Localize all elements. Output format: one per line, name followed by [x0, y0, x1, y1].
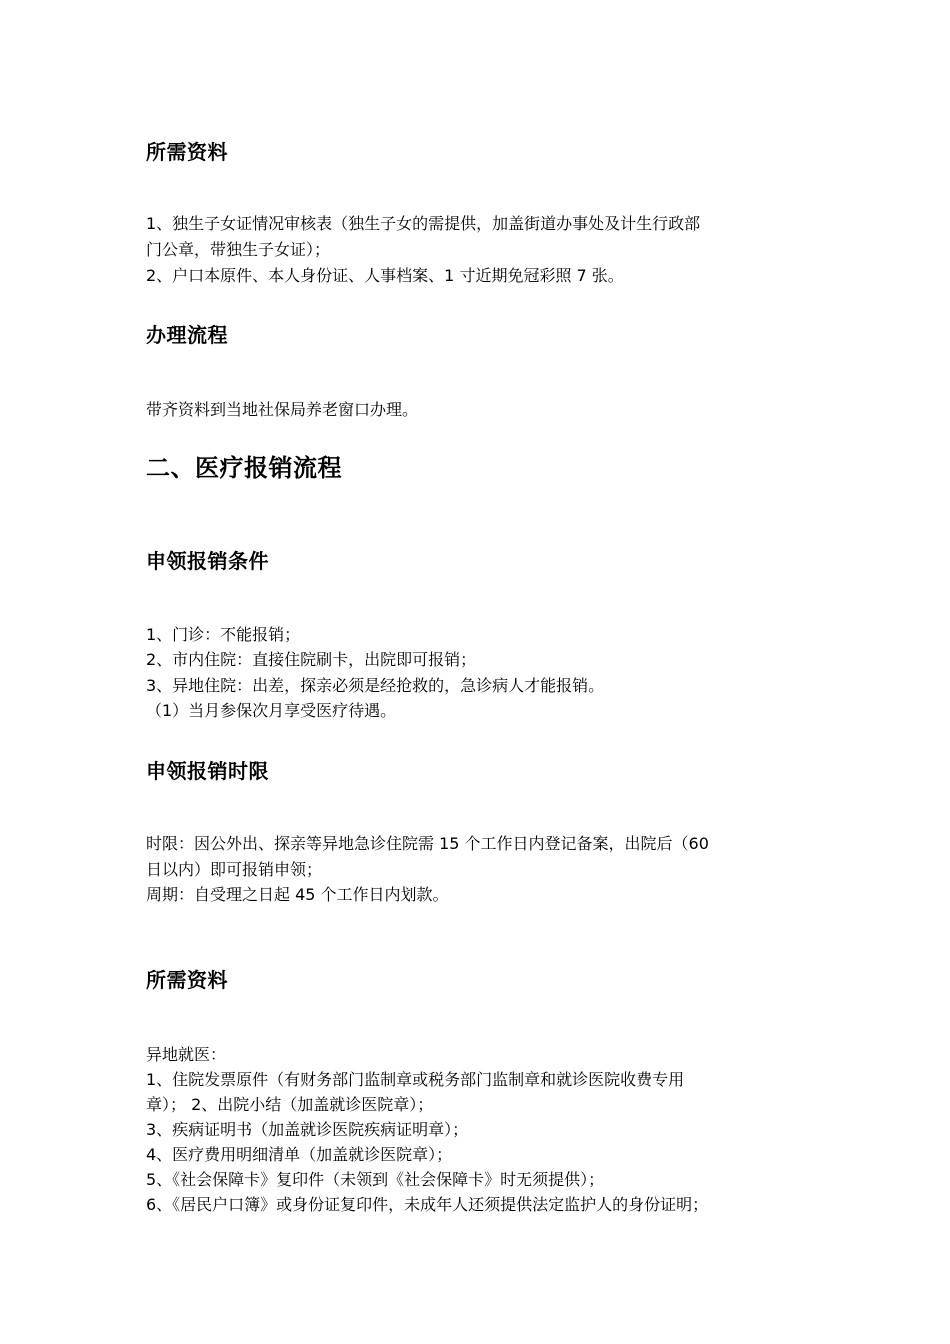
paragraph-line: 2、户口本原件、本人身份证、人事档案、1 寸近期免冠彩照 7 张。	[146, 266, 624, 285]
paragraph-line: （1）当月参保次月享受医疗待遇。	[146, 701, 397, 720]
paragraph-line: 1、独生子女证情况审核表（独生子女的需提供，加盖街道办事处及计生行政部	[146, 214, 701, 233]
paragraph-line: 5、《社会保障卡》复印件（未领到《社会保障卡》时无须提供）；	[146, 1170, 605, 1189]
paragraph-line: 6、《居民户口簿》或身份证复印件，未成年人还须提供法定监护人的身份证明；	[146, 1195, 709, 1214]
paragraph-line: 1、住院发票原件（有财务部门监制章或税务部门监制章和就诊医院收费专用	[146, 1070, 685, 1089]
paragraph-line: 3、异地住院：出差，探亲必须是经抢救的，急诊病人才能报销。	[146, 676, 605, 695]
paragraph-line: 2、市内住院：直接住院刷卡，出院即可报销；	[146, 650, 477, 669]
paragraph-line: 3、疾病证明书（加盖就诊医院疾病证明章）；	[146, 1120, 469, 1139]
section-heading-required-materials-medical: 所需资料	[146, 968, 228, 992]
paragraph-line: 异地就医：	[146, 1045, 227, 1064]
paragraph-line: 门公章，带独生子女证）；	[146, 240, 331, 259]
section-heading-conditions: 申领报销条件	[146, 549, 269, 573]
chapter-title: 二、医疗报销流程	[146, 454, 342, 482]
paragraph-line: 章）； 2、出院小结（加盖就诊医院章）；	[146, 1095, 434, 1114]
paragraph-line: 带齐资料到当地社保局养老窗口办理。	[146, 400, 419, 419]
paragraph-line: 周期：自受理之日起 45 个工作日内划款。	[146, 885, 449, 904]
paragraph-line: 4、医疗费用明细清单（加盖就诊医院章）；	[146, 1145, 453, 1164]
section-heading-process: 办理流程	[146, 323, 228, 347]
paragraph-line: 时限：因公外出、探亲等异地急诊住院需 15 个工作日内登记备案，出院后（60	[146, 834, 709, 853]
section-heading-time-limit: 申领报销时限	[146, 759, 269, 783]
section-heading-required-materials: 所需资料	[146, 140, 228, 164]
paragraph-line: 1、门诊：不能报销；	[146, 625, 301, 644]
paragraph-line: 日以内）即可报销申领；	[146, 860, 323, 879]
